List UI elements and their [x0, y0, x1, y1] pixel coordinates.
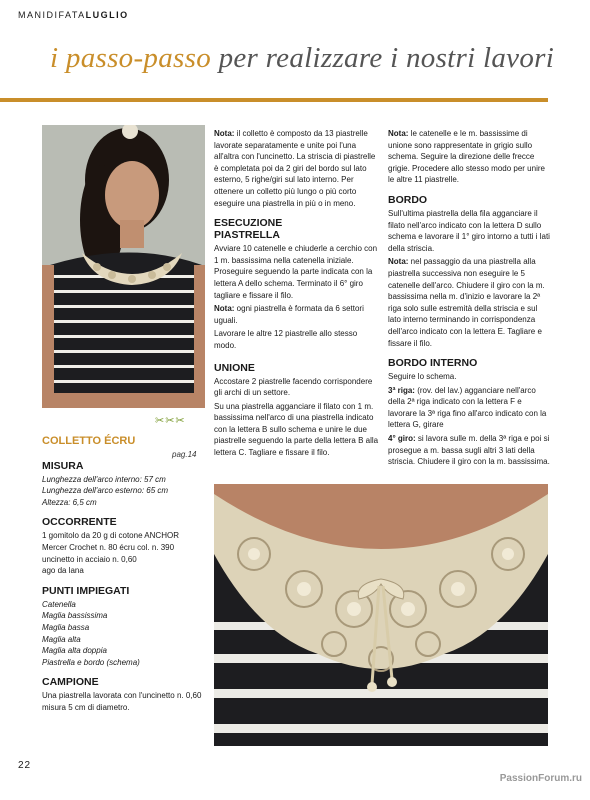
- project-heading: COLLETTO ÉCRU: [42, 435, 136, 447]
- nota-text: nel passaggio da una piastrella alla piastrella successiva non eseguire le 5 catenelle dell'arco. Chiudere il giro con la m. bassissima nella m. d'inizio e lavorare la 2ª riga solo sulle estremità della striscia e sul lato interno terminando in corrispondenza dell'arco indicato con la lettera E. Tagliare e fissare il filo.: [388, 257, 545, 348]
- riga-label: 3ª riga:: [388, 385, 415, 395]
- giro-label: 4° giro:: [388, 434, 416, 444]
- title-divider: [0, 98, 548, 102]
- page-reference: pag.14: [172, 450, 197, 459]
- punti-line: Catenella: [42, 599, 76, 609]
- unione-heading: UNIONE: [214, 361, 255, 374]
- nota-label: Nota:: [388, 257, 409, 267]
- bordo-interno-intro: Seguire lo schema.: [388, 372, 457, 382]
- difficulty-icon: ✂✂✂: [155, 415, 186, 427]
- bordo-text: Sull'ultima piastrella della fila agganciare il filato nell'arco indicato con la lettera D sullo schema e lavorare il 1° giro intorno a tutti i lati della striscia.: [388, 208, 550, 253]
- occorrente-heading: OCCORRENTE: [42, 516, 117, 529]
- instructions-column-1: [214, 128, 380, 461]
- materials-column: [42, 436, 212, 714]
- riga-text: (rov. del lav.) agganciare nell'arco della 2ª riga indicato con la lettera F e lavorare la 3ª riga fino all'arco indicato con la lettera G, girare: [388, 385, 547, 430]
- punti-line: Maglia alta doppia: [42, 646, 107, 656]
- page-number: 22: [18, 760, 32, 771]
- punti-line: Piastrella e bordo (schema): [42, 657, 140, 667]
- brand-name: MANIDIFATA: [18, 10, 86, 20]
- nota-label: Nota:: [214, 129, 235, 138]
- nota-label: Nota:: [214, 304, 235, 314]
- punti-heading: PUNTI IMPIEGATI: [42, 584, 130, 597]
- title-accent: i passo-passo: [50, 42, 212, 74]
- altre-piastrelle-text: Lavorare le altre 12 piastrelle allo stesso modo.: [214, 329, 358, 350]
- bordo-interno-heading: BORDO INTERNO: [388, 357, 478, 370]
- title-rest: per realizzare i nostri lavori: [211, 42, 555, 74]
- instructions-column-2: [388, 128, 550, 470]
- nota-text: ogni piastrella è formata da 6 settori uguali.: [214, 304, 364, 325]
- campione-text: Una piastrella lavorata con l'uncinetto n. 0,60 misura 5 cm di diametro.: [42, 691, 202, 712]
- collar-detail-photo: [214, 484, 548, 746]
- misura-heading: MISURA: [42, 459, 84, 472]
- page-title: [50, 42, 554, 75]
- misura-line: Lunghezza dell'arco interno: 57 cm: [42, 474, 166, 484]
- occorrente-line: ago da lana: [42, 566, 84, 576]
- punti-line: Maglia alta: [42, 634, 81, 644]
- punti-line: Maglia bassa: [42, 622, 90, 632]
- giro-text: si lavora sulle m. della 3ª riga e poi si prosegue a m. bassa sugli altri 3 lati della striscia. Chiudere il giro con la m. bassissima.: [388, 434, 550, 467]
- watermark: PassionForum.ru: [499, 773, 582, 784]
- misura-line: Altezza: 6,5 cm: [42, 497, 97, 507]
- esecuzione-text: Avviare 10 catenelle e chiuderle a cerchio con 1 m. bassissima nella catenella iniziale. Proseguire seguendo la parte indicata con la lettera A dello schema. Terminato il 6° giro tagliare e fissare il filo.: [214, 244, 378, 300]
- bordo-heading: BORDO: [388, 193, 428, 206]
- issue-month: LUGLIO: [85, 10, 129, 20]
- model-photo-illustration: [42, 125, 205, 408]
- unione-text: Accostare 2 piastrelle facendo corrispondere gli archi di un settore.: [214, 376, 373, 398]
- misura-line: Lunghezza dell'arco esterno: 65 cm: [42, 486, 169, 496]
- occorrente-line: 1 gomitolo da 20 g di cotone ANCHOR: [42, 531, 179, 541]
- nota-text: le catenelle e le m. bassissime di unione sono rappresentate in grigio sullo schema. Seguire la direzione delle frecce grigie. Procedere allo stesso modo per unire le altre 11 piastrelle.: [388, 129, 545, 185]
- magazine-header: [18, 10, 129, 20]
- unione-text: Su una piastrella agganciare il filato con 1 m. bassissima nell'arco di una piastrella indicato con la lettera B sullo schema e unire le due piastrelle seguendo la parte della lettera B alla lettera C. Tagliare e fissare il filo.: [214, 401, 379, 458]
- collar-detail-illustration: [214, 484, 548, 746]
- piastrella-heading: PIASTRELLA: [214, 229, 280, 242]
- nota-label: Nota:: [388, 129, 409, 138]
- nota-text: il colletto è composto da 13 piastrelle lavorate separatamente e unite poi l'una all'altra con l'uncinetto. La striscia di piastrelle è completata poi da 2 giri del bordo sul lato esterno, 5 righe/giri sul lato interno. Per ottenere un colletto più lungo o più corto eseguire una piastrella in più o in meno.: [214, 129, 376, 208]
- model-photo: [42, 125, 205, 408]
- punti-line: Maglia bassissima: [42, 611, 108, 621]
- occorrente-line: uncinetto in acciaio n. 0,60: [42, 554, 137, 564]
- campione-heading: CAMPIONE: [42, 676, 99, 689]
- occorrente-line: Mercer Crochet n. 80 écru col. n. 390: [42, 542, 175, 552]
- esecuzione-heading: ESECUZIONE: [214, 217, 283, 230]
